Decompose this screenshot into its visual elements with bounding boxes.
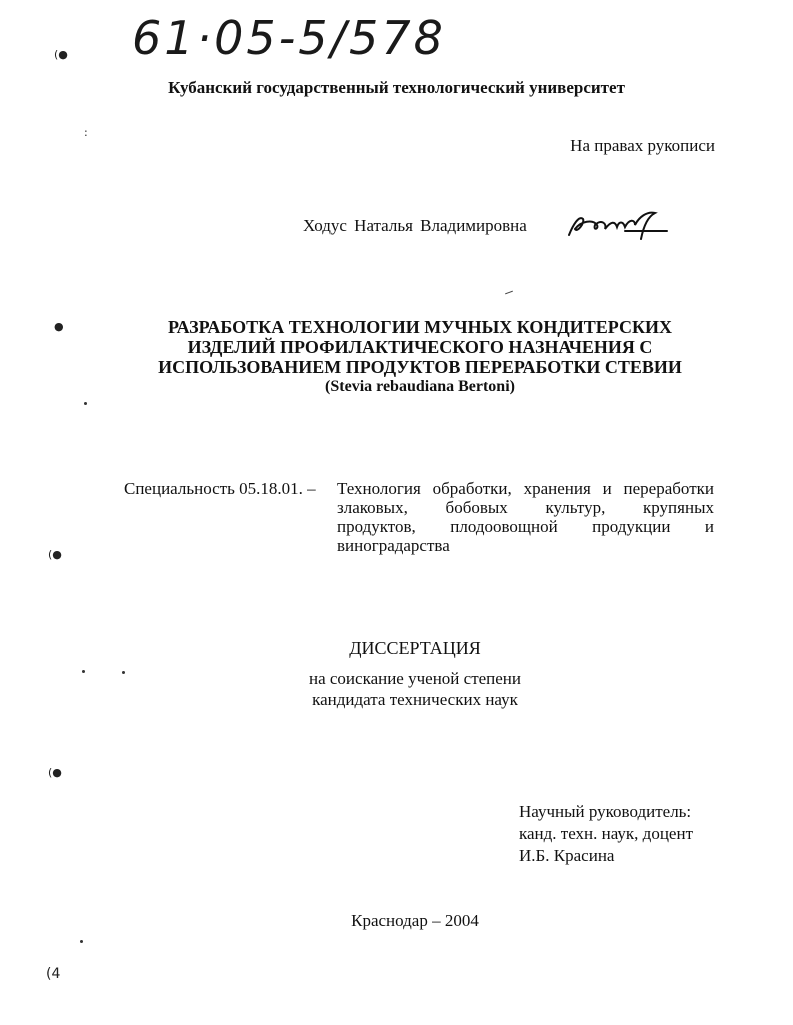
university-name: Кубанский государственный технологический университет	[168, 78, 625, 97]
degree-line: кандидата технических наук	[312, 690, 518, 709]
title-line: РАЗРАБОТКА ТЕХНОЛОГИИ МУЧНЫХ КОНДИТЕРСКИХ	[167, 317, 673, 337]
dust-speck	[84, 402, 87, 405]
specialty-description	[337, 479, 714, 555]
rights-note: На правах рукописи	[570, 136, 715, 155]
supervisor-block	[519, 801, 693, 867]
supervisor-name: И.Б. Красина	[519, 846, 615, 865]
supervisor-title: канд. техн. наук, доцент	[519, 824, 694, 843]
dust-speck	[80, 940, 83, 943]
title-line: ИЗДЕЛИЙ ПРОФИЛАКТИЧЕСКОГО НАЗНАЧЕНИЯ С	[187, 337, 653, 357]
archive-number: 61·05-5/578	[132, 11, 446, 65]
specialty-line: злаковых, бобовых культур, крупяных	[337, 498, 714, 517]
supervisor-heading: Научный руководитель:	[519, 802, 692, 821]
margin-mark: :	[84, 126, 88, 139]
margin-mark: (●	[54, 48, 68, 61]
city-year: Краснодар – 2004	[351, 911, 479, 930]
dust-speck	[505, 291, 513, 295]
margin-mark: (4	[46, 966, 61, 982]
dust-speck	[82, 670, 85, 673]
specialty-line: продуктов, плодоовощной продукции и	[337, 517, 714, 536]
margin-mark: (●	[48, 766, 62, 779]
title-latin: (Stevia rebaudiana Bertoni)	[325, 378, 515, 395]
signature-icon	[563, 205, 673, 245]
specialty-line: Технология обработки, хранения и переработки	[337, 479, 714, 498]
margin-mark: ●	[54, 320, 64, 333]
margin-mark: (●	[48, 548, 62, 561]
degree-info	[0, 668, 793, 710]
specialty-label: Специальность 05.18.01. –	[124, 479, 316, 498]
document-type: ДИССЕРТАЦИЯ	[349, 638, 481, 658]
title-line: ИСПОЛЬЗОВАНИЕМ ПРОДУКТОВ ПЕРЕРАБОТКИ СТЕВИИ	[158, 357, 682, 377]
dust-speck	[122, 671, 125, 674]
degree-line: на соискание ученой степени	[308, 669, 522, 688]
dissertation-title	[0, 317, 793, 397]
specialty-line: виноградарства	[337, 536, 450, 555]
author-name: Ходус Наталья Владимировна	[303, 216, 527, 235]
